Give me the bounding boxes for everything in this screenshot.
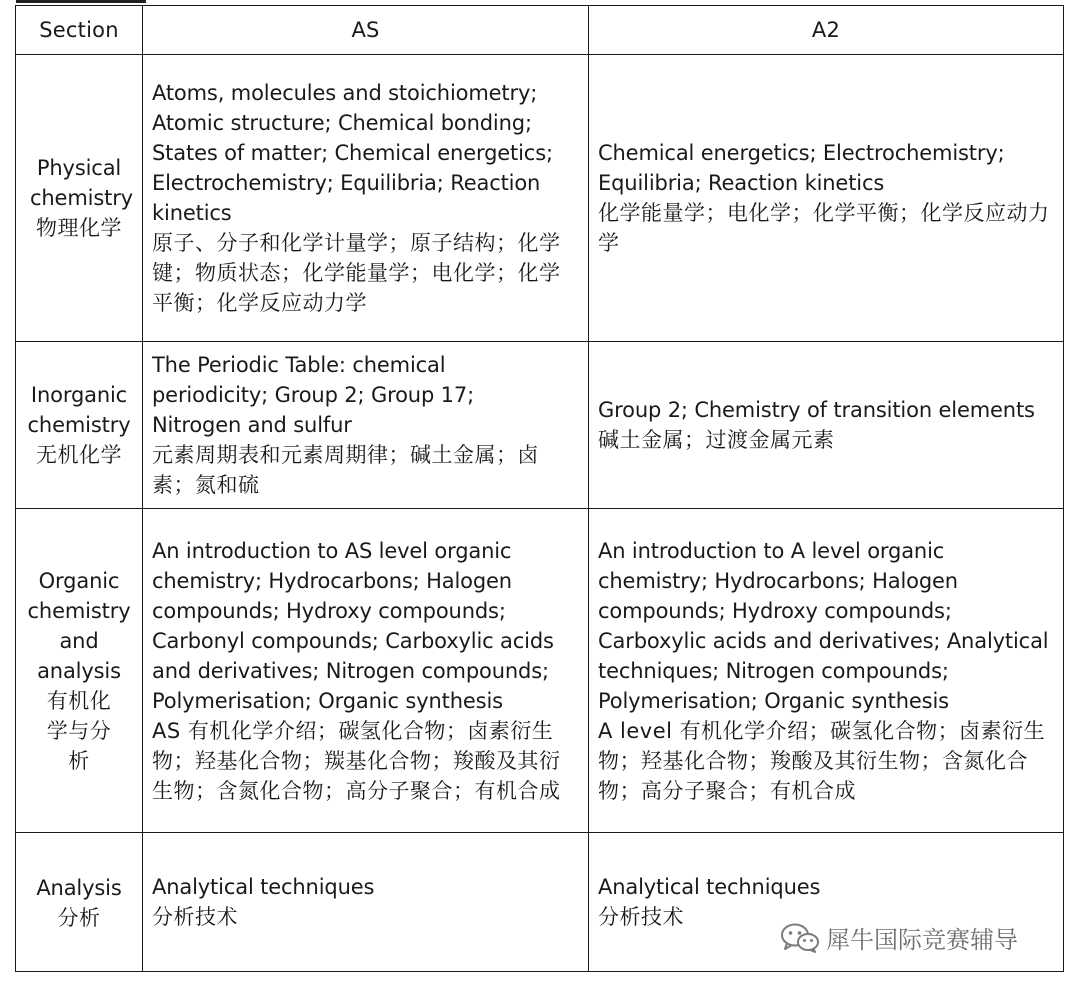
section-name-en: Analysis [36,876,122,900]
a2-topics-zh: A level 有机化学介绍；碳氢化合物；卤素衍生物；羟基化合物；羧酸及其衍生物；含氮化合物；高分子聚合；有机合成 [598,718,1046,803]
header-section: Section [16,6,143,55]
a2-topics-zh: 化学能量学；电化学；化学平衡；化学反应动力学 [598,201,1050,255]
as-topics-zh: AS 有机化学介绍；碳氢化合物；卤素衍生物；羟基化合物；羰基化合物；羧酸及其衍生物；含氮化合物；高分子聚合；有机合成 [152,718,561,803]
as-topics-en: An introduction to AS level organic chemistry; Hydrocarbons; Halogen compounds; Hydroxy compounds; Carbonyl compounds; Carboxylic acids and derivatives; Nitrogen compounds; Polymerisation; Organic synthesis [152,538,554,713]
wechat-icon [780,922,820,954]
as-topics-en: Atoms, molecules and stoichiometry; Atomic structure; Chemical bonding; States of matter; Chemical energetics; Electrochemistry; Equilibria; Reaction kinetics [152,81,553,225]
watermark [780,920,1018,955]
section-cell-physical [16,55,143,342]
a2-topics-en: An introduction to A level organic chemistry; Hydrocarbons; Halogen compounds; Hydroxy compounds; Carboxylic acids and derivatives; Analytical techniques; Nitrogen compounds; Polymerisation; Organic synthesis [598,538,1049,713]
a2-cell-physical [589,55,1064,342]
header-a2: A2 [589,6,1064,55]
section-cell-inorganic [16,342,143,509]
as-topics-zh: 元素周期表和元素周期律；碱土金属；卤素；氮和硫 [152,443,539,497]
a2-topics-zh: 分析技术 [598,905,684,929]
a2-topics-en: Analytical techniques [598,875,821,899]
a2-cell-inorganic [589,342,1064,509]
a2-cell-organic [589,509,1064,833]
a2-topics-en: Group 2; Chemistry of transition elements [598,398,1035,422]
as-cell-organic [143,509,589,833]
as-cell-inorganic [143,342,589,509]
as-cell-physical [143,55,589,342]
section-cell-organic [16,509,143,833]
section-name-zh: 分析 [57,906,101,930]
as-cell-analysis [143,833,589,972]
as-topics-zh: 分析技术 [152,905,238,929]
watermark-text: 犀牛国际竞赛辅导 [826,926,1018,954]
table-row [16,509,1064,833]
section-name-en: Organic chemistry and analysis [27,568,131,683]
as-topics-en: The Periodic Table: chemical periodicity; Group 2; Group 17; Nitrogen and sulfur [152,353,474,437]
as-topics-en: Analytical techniques [152,875,375,899]
header-row [16,6,1064,55]
section-name-en: Inorganic chemistry [27,383,131,437]
header-as: AS [143,6,589,55]
section-name-zh: 无机化学 [36,443,122,467]
as-topics-zh: 原子、分子和化学计量学；原子结构；化学键；物质状态；化学能量学；电化学；化学平衡；化学反应动力学 [152,231,561,315]
section-name-zh: 有机化学与分析 [46,688,112,773]
table-row [16,342,1064,509]
section-name-zh: 物理化学 [36,216,122,240]
a2-topics-zh: 碱土金属；过渡金属元素 [598,428,835,452]
section-cell-analysis [16,833,143,972]
table-row [16,55,1064,342]
a2-topics-en: Chemical energetics; Electrochemistry; Equilibria; Reaction kinetics [598,141,1005,195]
syllabus-table [15,5,1064,972]
section-name-en: Physical chemistry [30,156,133,210]
